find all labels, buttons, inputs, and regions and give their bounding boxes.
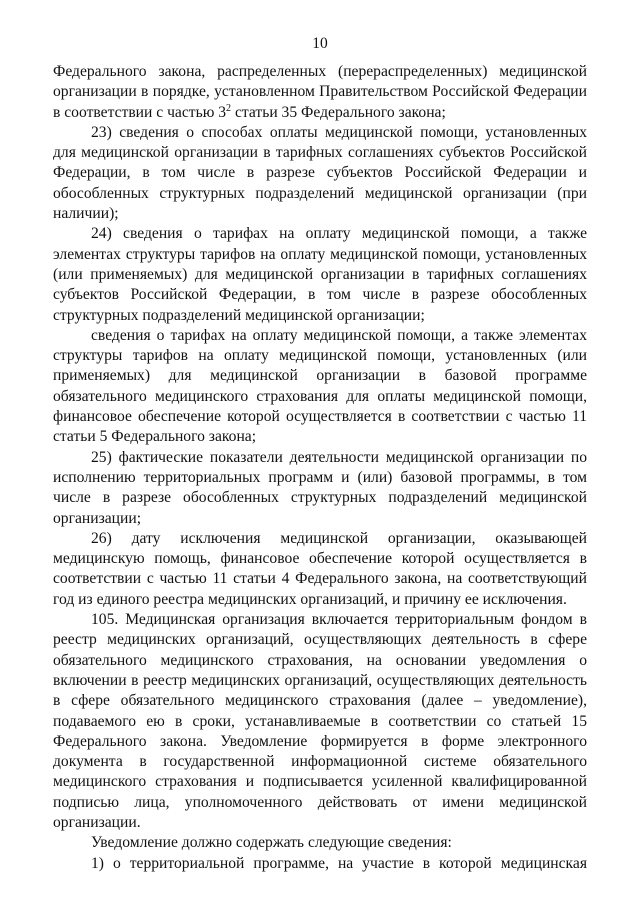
paragraph-clause-105: 105. Медицинская организация включается территориальным фондом в реестр медицинских организаций, осуществляющих деятельность в сфере обязательного медицинского страхования, на основании уведомления о включении в реестр медицинских организаций, осуществляющих деятельность в сфере обязательного медицинского страхования (далее – уведомление), подаваемого ею в сроки, устанавливаемые в соответствии со статьей 15 Федерального закона. Уведомление формируется в форме электронного документа в государственной информационной системе обязательного медицинского страхования и подписывается усиленной квалифицированной подписью лица, уполномоченного действовать от имени медицинской организации. xyxy=(53,611,587,831)
paragraph-item-1: 1) о территориальной программе, на участие в которой медицинская xyxy=(91,854,587,872)
paragraph-item-25: 25) фактические показатели деятельности медицинской организации по исполнению территориальных программ и (или) базовой программы, в том числе в разрезе обособленных структурных подразделений медицинской организации; xyxy=(53,448,587,527)
document-body xyxy=(53,62,587,874)
paragraph-continuation xyxy=(53,62,587,123)
paragraph-item-24: 24) сведения о тарифах на оплату медицинской помощи, а также элементах структуры тарифов на оплату медицинской помощи, установленных (или применяемых) для медицинской организации в тарифных соглашениях субъектов Российской Федерации, в том числе в разрезе обособленных структурных подразделений медицинской организации; xyxy=(53,225,587,324)
paragraph-item-24-continued: сведения о тарифах на оплату медицинской помощи, а также элементах структуры тарифов на оплату медицинской помощи, установленных (или применяемых) для медицинской организации в базовой программе обязательного медицинского страхования для оплаты медицинской помощи, финансовое обеспечение которой осуществляется в соответствии с частью 11 статьи 5 Федерального закона; xyxy=(53,326,587,446)
paragraph-item-26: 26) дату исключения медицинской организации, оказывающей медицинскую помощь, финансовое обеспечение которой осуществляется в соответствии с частью 11 статьи 4 Федерального закона, на соответствующий год из единого реестра медицинских организаций, и причину ее исключения. xyxy=(53,529,587,608)
paragraph-item-1-cut xyxy=(53,854,587,874)
paragraph-item-23: 23) сведения о способах оплаты медицинской помощи, установленных для медицинской организации в тарифных соглашениях субъектов Российской Федерации, в том числе в разрезе субъектов Российской Федерации и обособленных структурных подразделений медицинской организации (при наличии); xyxy=(53,123,587,223)
page-number: 10 xyxy=(312,35,328,52)
paragraph-text: Федерального закона, распределенных (перераспределенных) медицинской организации в порядке, установленном Правительством Российской Федерации в соответствии с частью 3 xyxy=(53,63,587,121)
paragraph-notice-contents: Уведомление должно содержать следующие сведения: xyxy=(91,834,452,852)
superscript: 2 xyxy=(226,102,232,114)
paragraph-tail: статьи 35 Федерального закона; xyxy=(231,103,446,121)
